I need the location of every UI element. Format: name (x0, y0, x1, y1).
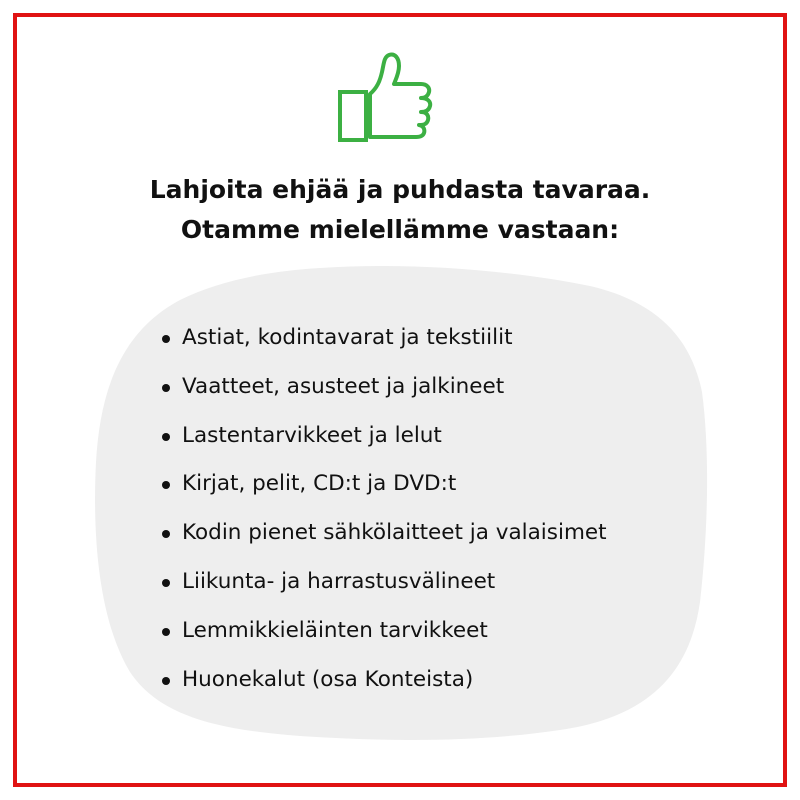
heading-line-1: Lahjoita ehjää ja puhdasta tavaraa. (149, 175, 651, 204)
heading-line-2: Otamme mielellämme vastaan: (180, 215, 620, 244)
list-item-label: Lastentarvikkeet ja lelut (182, 422, 442, 448)
list-item-label: Vaatteet, asusteet ja jalkineet (182, 373, 505, 399)
list-item (160, 562, 607, 611)
heading (0, 170, 800, 250)
list-item-label: Astiat, kodintavarat ja tekstiilit (182, 325, 513, 350)
list-item (160, 611, 607, 660)
thumbs-up-icon (337, 48, 439, 144)
list-item-label: Huonekalut (osa Konteista) (182, 666, 474, 692)
accepted-items-list (160, 318, 607, 708)
list-item-label: Kirjat, pelit, CD:t ja DVD:t (182, 471, 457, 497)
bullet (162, 481, 170, 489)
list-item (160, 416, 607, 465)
bullet (162, 677, 170, 685)
bullet (162, 628, 170, 636)
bullet (162, 335, 170, 343)
bullet (162, 433, 170, 441)
list-item-label: Lemmikkieläinten tarvikkeet (182, 617, 488, 643)
bullet (162, 579, 170, 587)
list-item (160, 660, 607, 709)
list-item (160, 318, 607, 367)
list-item-label: Liikunta- ja harrastusvälineet (182, 568, 496, 594)
list-item (160, 464, 607, 513)
list-item (160, 367, 607, 416)
bullet (162, 384, 170, 392)
bullet (162, 530, 170, 538)
list-item (160, 513, 607, 562)
list-item-label: Kodin pienet sähkölaitteet ja valaisimet (182, 520, 607, 546)
